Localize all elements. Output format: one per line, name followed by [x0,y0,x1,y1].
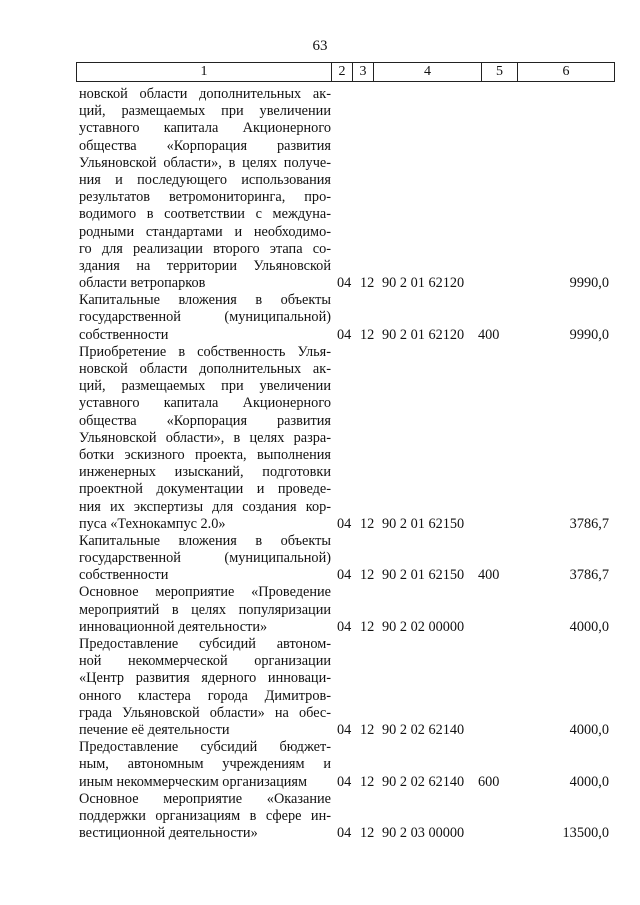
section-code: 04 [337,773,352,790]
table-row [79,533,609,585]
description-line: водимого в соответствии с междуна- [79,206,331,223]
description-line: общества «Корпорация развития [79,412,331,429]
description-line: мероприятий в целях популяризации [79,601,331,618]
description-line: Капитальные вложения в объекты [79,292,331,309]
description-line: общества «Корпорация развития [79,137,331,154]
amount: 4000,0 [569,773,609,790]
description-line: ной некоммерческой организации [79,653,331,670]
subsection-code: 12 [360,618,375,635]
section-code: 04 [337,721,352,738]
description-line: здания на территории Ульяновской [79,257,331,274]
amount: 4000,0 [569,721,609,738]
row-codes [79,567,609,584]
description-line: инженерных изысканий, подготовки [79,464,331,481]
description-line: ным, автономным учреждениям и [79,756,331,773]
table-row [79,344,609,533]
target-item-code: 90 2 02 62140 [382,773,465,790]
section-code: 04 [337,326,352,343]
amount: 9990,0 [569,275,609,292]
row-codes [79,275,609,292]
description-line: новской области дополнительных ак- [79,361,331,377]
section-code: 04 [337,515,352,532]
column-header-3: 3 [353,63,374,82]
description-line: инновационной деятельности» [79,618,268,635]
target-item-code: 90 2 03 00000 [382,825,465,842]
description-line: Приобретение в собственность Улья- [79,343,331,360]
description-line: государственной (муниципальной) [79,309,331,326]
row-codes [79,327,609,344]
description-line: ния их экспертизы для создания кор- [79,498,331,515]
target-item-code: 90 2 01 62150 [382,515,465,532]
subsection-code: 12 [360,515,375,532]
row-codes [79,825,609,842]
description-line: уставного капитала Акционерного [79,395,331,412]
description-line: новской области дополнительных ак- [79,86,331,102]
expense-type-code: 600 [478,773,500,790]
description-line: иным некоммерческим организациям [79,773,308,790]
page-number: 63 [312,38,328,54]
description-line: Ульяновской области», в целях получе- [79,154,331,171]
table-row [79,739,609,791]
table-row [79,584,609,636]
description-line: уставного капитала Акционерного [79,120,331,137]
description-line: собственности [79,567,169,584]
table-row [79,86,609,292]
row-description [79,86,331,292]
target-item-code: 90 2 01 62120 [382,275,465,292]
amount: 4000,0 [569,618,609,635]
section-code: 04 [337,618,352,635]
description-line: ций, размещаемых при увеличении [79,378,331,395]
section-code: 04 [337,275,352,292]
description-line: «Центр развития ядерного инноваци- [79,670,331,687]
target-item-code: 90 2 01 62150 [382,567,465,584]
subsection-code: 12 [360,773,375,790]
description-line: Предоставление субсидий автоном- [79,636,331,652]
target-item-code: 90 2 02 00000 [382,618,465,635]
expense-type-code: 400 [478,326,500,343]
description-line: града Ульяновской области» на обес- [79,704,331,721]
amount: 13500,0 [562,825,609,842]
description-line: печение её деятельности [79,721,230,738]
table-row [79,292,609,344]
amount: 3786,7 [569,567,609,584]
description-line: результатов ветромониторинга, про- [79,189,331,206]
target-item-code: 90 2 02 62140 [382,721,465,738]
target-item-code: 90 2 01 62120 [382,326,465,343]
column-header-5: 5 [482,63,518,82]
expense-type-code: 400 [478,567,500,584]
subsection-code: 12 [360,326,375,343]
table-row [79,791,609,843]
table-header [76,62,615,82]
description-line: ботки эскизного проекта, выполнения [79,446,331,463]
subsection-code: 12 [360,825,375,842]
column-header-4: 4 [374,63,482,82]
subsection-code: 12 [360,721,375,738]
description-line: вестиционной деятельности» [79,825,258,842]
description-line: го для реализации второго этапа со- [79,240,331,257]
description-line: ций, размещаемых при увеличении [79,103,331,120]
row-codes [79,722,609,739]
row-codes [79,619,609,636]
amount: 3786,7 [569,515,609,532]
row-codes [79,774,609,791]
description-line: ния и последующего использования [79,171,331,188]
description-line: поддержки организациям в сфере ин- [79,807,331,824]
description-line: Капитальные вложения в объекты [79,532,331,549]
description-line: собственности [79,326,169,343]
description-line: Основное мероприятие «Оказание [79,790,331,807]
description-line: области ветропарков [79,275,206,292]
section-code: 04 [337,567,352,584]
description-line: пуса «Технокампус 2.0» [79,515,226,532]
row-codes [79,516,609,533]
description-line: государственной (муниципальной) [79,550,331,567]
description-line: Ульяновской области», в целях разра- [79,429,331,446]
table-body [79,86,609,842]
subsection-code: 12 [360,275,375,292]
section-code: 04 [337,825,352,842]
subsection-code: 12 [360,567,375,584]
description-line: онного кластера города Димитров- [79,687,331,704]
row-description [79,344,331,533]
description-line: проектной документации и проведе- [79,481,331,498]
amount: 9990,0 [569,326,609,343]
column-header-2: 2 [332,63,353,82]
column-header-1: 1 [77,63,332,82]
description-line: Основное мероприятие «Проведение [79,584,331,601]
column-header-6: 6 [518,63,615,82]
table-row [79,636,609,739]
description-line: родными стандартами и необходимо- [79,223,331,240]
description-line: Предоставление субсидий бюджет- [79,739,331,756]
